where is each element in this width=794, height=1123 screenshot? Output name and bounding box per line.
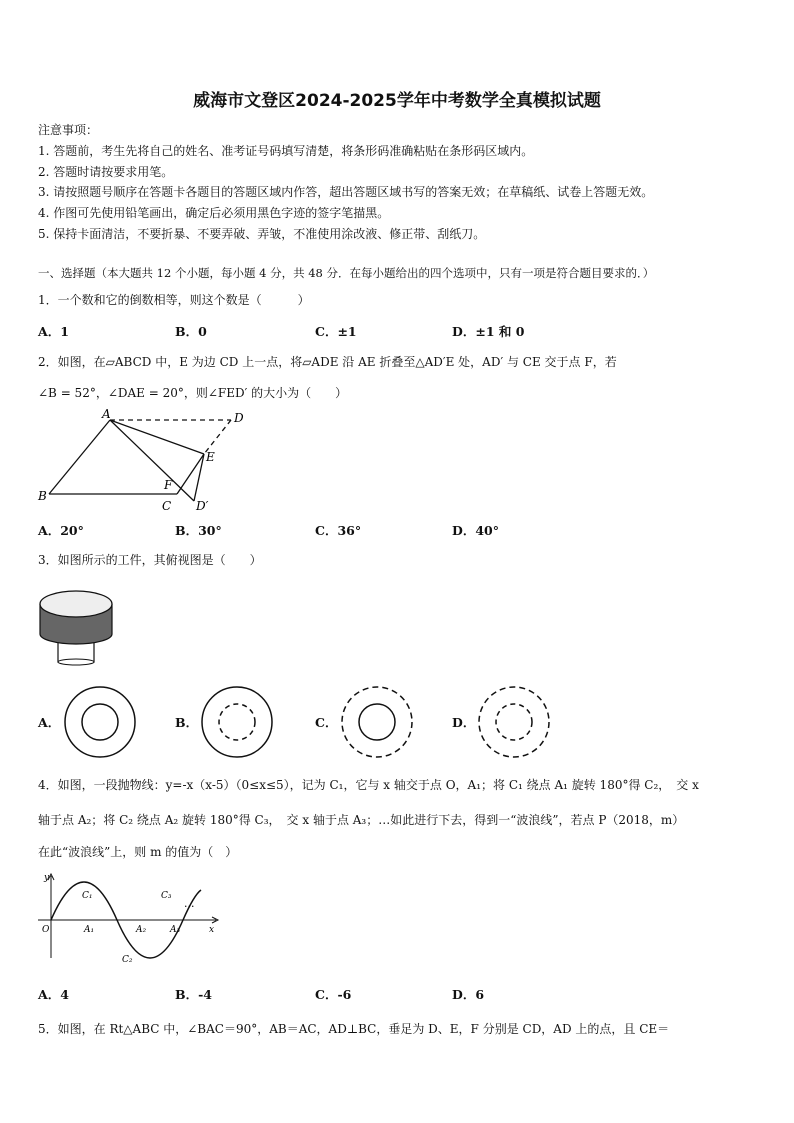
q4-wave-figure bbox=[36, 870, 226, 965]
label-a3: A₃ bbox=[170, 925, 181, 935]
segment-ab bbox=[49, 420, 110, 494]
notice-item: 4. 作图可先使用铅笔画出，确定后必须用黑色字迹的签字笔描黑。 bbox=[38, 206, 390, 220]
label-x: x bbox=[209, 925, 215, 935]
q2-option-d[interactable]: D．40° bbox=[452, 523, 499, 538]
q2-parallelogram-figure bbox=[34, 406, 264, 516]
q3-option-b-figure[interactable] bbox=[199, 684, 275, 760]
question-4-stem-line3: 在此“波浪线”上，则 m 的值为（ ） bbox=[38, 845, 238, 859]
label-d: D bbox=[234, 411, 244, 425]
q2-option-c[interactable]: C．36° bbox=[315, 523, 362, 538]
label-b: B bbox=[38, 489, 47, 503]
label-a2: A₂ bbox=[136, 925, 147, 935]
question-4-stem-line2: 轴于点 A₂；将 C₂ 绕点 A₂ 旋转 180°得 C₃， 交 x 轴于点 A₃；…如此进行下去，得到一“波浪线”，若点 P（2018，m） bbox=[38, 813, 685, 827]
q2-option-a[interactable]: A．20° bbox=[38, 523, 84, 538]
label-a1: A₁ bbox=[84, 925, 95, 935]
q1-option-d[interactable]: D．±1 和 0 bbox=[452, 324, 525, 339]
q3-option-c[interactable]: C． bbox=[315, 715, 338, 730]
question-1-stem: 1．一个数和它的倒数相等，则这个数是（ ） bbox=[38, 293, 310, 307]
q3-option-d[interactable]: D． bbox=[452, 715, 476, 730]
label-origin: O bbox=[42, 925, 50, 935]
label-c: C bbox=[162, 499, 172, 513]
q3-workpiece-figure bbox=[36, 582, 116, 670]
q3-option-b[interactable]: B． bbox=[175, 715, 199, 730]
label-f: F bbox=[164, 478, 173, 492]
q4-option-c[interactable]: C．-6 bbox=[315, 987, 352, 1002]
q3-option-a-figure[interactable] bbox=[62, 684, 138, 760]
label-y: y bbox=[44, 873, 50, 883]
label-e: E bbox=[206, 450, 215, 464]
label-d-prime: D′ bbox=[196, 499, 209, 513]
q3-option-d-figure[interactable] bbox=[476, 684, 552, 760]
q4-option-d[interactable]: D．6 bbox=[452, 987, 485, 1002]
segment-ad-prime bbox=[110, 420, 194, 501]
notice-item: 5. 保持卡面清洁，不要折暴、不要弄破、弄皱，不准使用涂改液、修正带、刮纸刀。 bbox=[38, 227, 486, 241]
segment-de-dashed bbox=[204, 420, 231, 454]
question-2-stem-line1: 2．如图，在▱ABCD 中，E 为边 CD 上一点，将▱ADE 沿 AE 折叠至△AD′E 处，AD′ 与 CE 交于点 F，若 bbox=[38, 355, 617, 369]
question-5-stem: 5．如图，在 Rt△ABC 中，∠BAC＝90°，AB＝AC，AD⊥BC，垂足为 D、E，F 分别是 CD，AD 上的点，且 CE＝ bbox=[38, 1022, 670, 1036]
section-heading: 一、选择题（本大题共 12 个小题，每小题 4 分，共 48 分．在每小题给出的四个选项中，只有一项是符合题目要求的．） bbox=[38, 266, 655, 280]
label-c3: C₃ bbox=[161, 891, 172, 901]
question-3-stem: 3．如图所示的工件，其俯视图是（ ） bbox=[38, 553, 262, 567]
q1-option-c[interactable]: C．±1 bbox=[315, 324, 357, 339]
notice-item: 1. 答题前，考生先将自己的姓名、准考证号码填写清楚，将条形码准确粘贴在条形码区域内。 bbox=[38, 144, 534, 158]
q3-option-a[interactable]: A． bbox=[38, 715, 61, 730]
label-c1: C₁ bbox=[82, 891, 93, 901]
q2-option-b[interactable]: B．30° bbox=[175, 523, 222, 538]
segment-ae bbox=[110, 420, 204, 454]
q3-option-c-figure[interactable] bbox=[339, 684, 415, 760]
q4-option-b[interactable]: B．-4 bbox=[175, 987, 212, 1002]
notice-heading: 注意事项： bbox=[38, 123, 99, 137]
label-c2: C₂ bbox=[122, 955, 133, 965]
question-2-stem-line2: ∠B = 52°，∠DAE = 20°，则∠FED′ 的大小为（ ） bbox=[38, 386, 348, 400]
q1-option-b[interactable]: B．0 bbox=[175, 324, 207, 339]
question-4-stem-line1: 4．如图，一段抛物线：y=-x（x-5）（0≤x≤5），记为 C₁，它与 x 轴交于点 O，A₁；将 C₁ 绕点 A₁ 旋转 180°得 C₂， 交 x bbox=[38, 778, 699, 792]
label-dots: ··· bbox=[184, 900, 195, 913]
q1-option-a[interactable]: A．1 bbox=[38, 324, 69, 339]
q4-option-a[interactable]: A．4 bbox=[38, 987, 69, 1002]
label-a: A bbox=[102, 407, 111, 421]
notice-item: 3. 请按照题号顺序在答题卡各题目的答题区域内作答，超出答题区域书写的答案无效；在草稿纸、试卷上答题无效。 bbox=[38, 185, 654, 199]
page-title: 威海市文登区2024-2025学年中考数学全真模拟试题 bbox=[193, 91, 601, 111]
notice-item: 2. 答题时请按要求用笔。 bbox=[38, 165, 174, 179]
